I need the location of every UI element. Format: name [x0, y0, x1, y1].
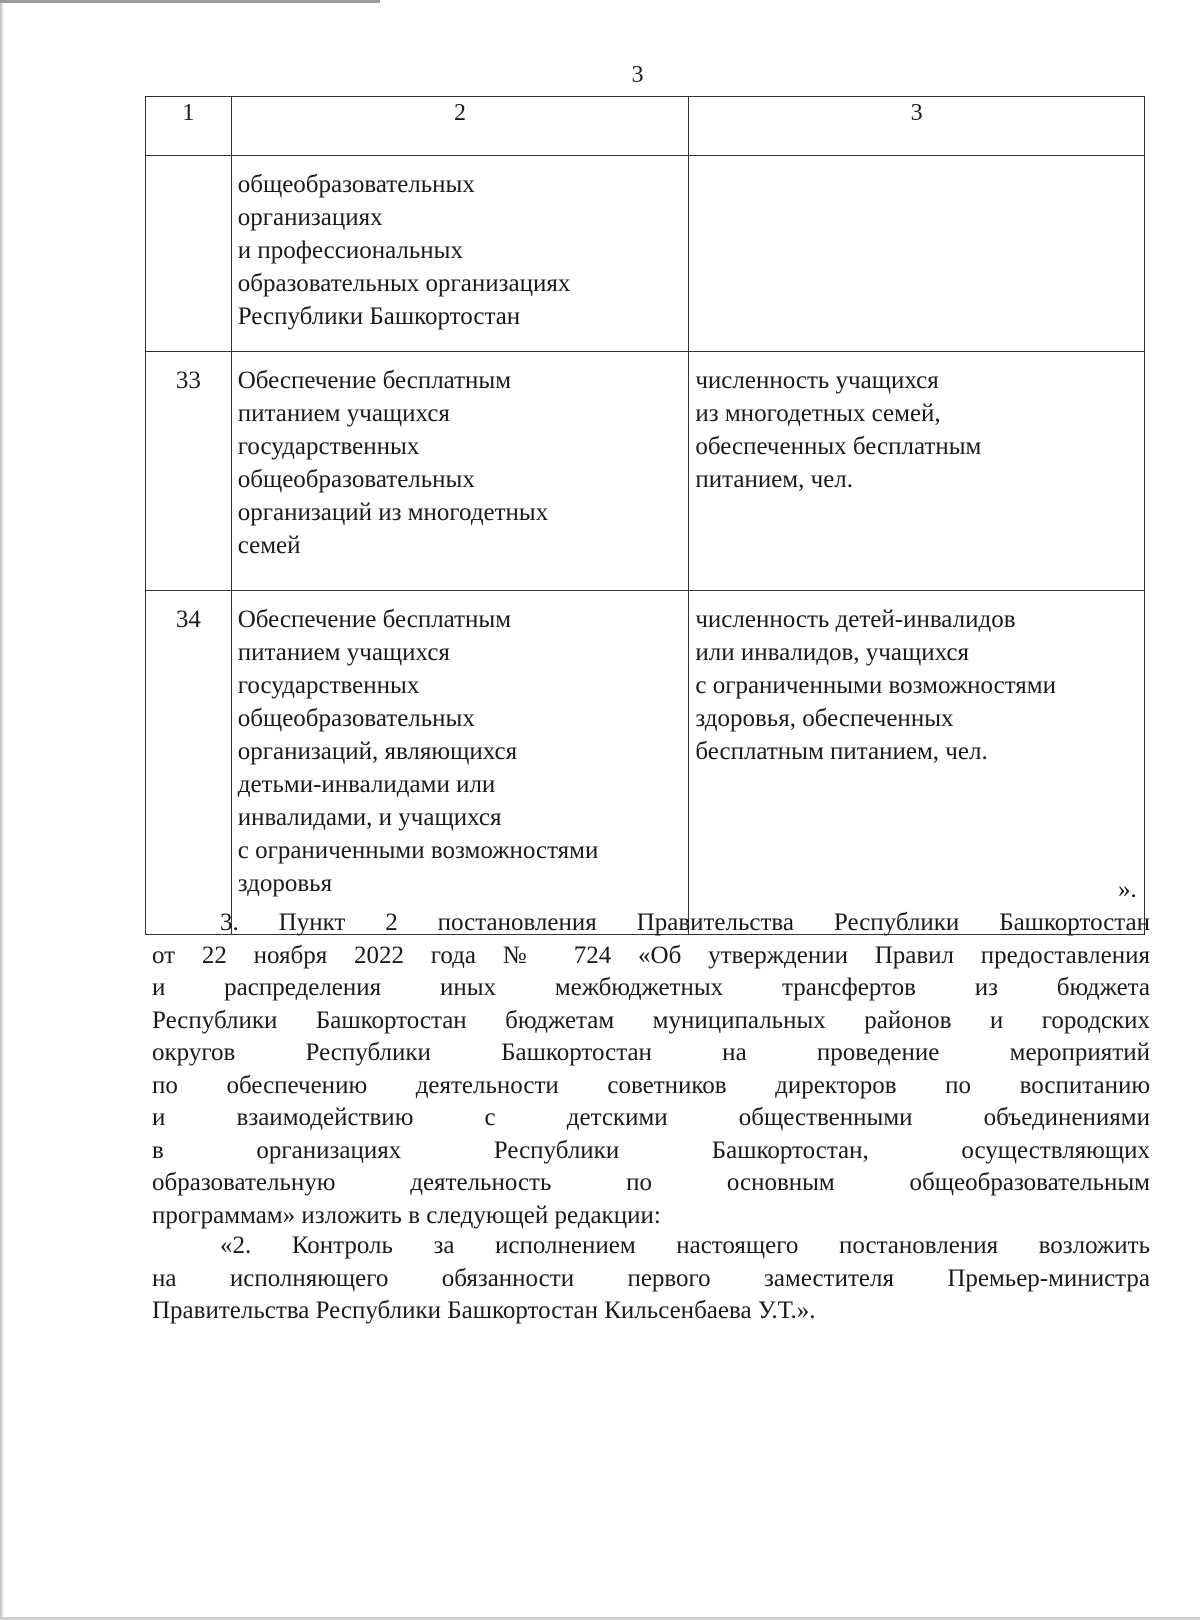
paragraph-control-clause	[152, 1230, 1150, 1328]
text-line: обеспеченных бесплатным	[695, 433, 982, 460]
row-indicator	[689, 352, 1145, 591]
text-line: бесплатным питанием, чел.	[695, 738, 988, 765]
text-line: инвалидами, и учащихся	[237, 804, 502, 831]
text-line: организаций, являющихся	[237, 738, 518, 765]
text-line: численность учащихся	[695, 367, 939, 394]
document-table	[145, 96, 1145, 935]
scan-edge-left	[0, 0, 4, 1620]
text-line: питанием учащихся	[237, 400, 450, 427]
text-line: в организациях Республики Башкортостан, осуществляющих	[152, 1136, 1150, 1164]
text-line: на исполняющего обязанности первого заместителя Премьер-министра	[152, 1264, 1150, 1292]
row-description	[231, 156, 689, 352]
text-line: здоровья	[237, 870, 333, 897]
text-line: и взаимодействию с детскими общественными объединениями	[152, 1104, 1150, 1131]
text-line: образовательную деятельность по основным общеобразовательным	[152, 1169, 1150, 1196]
text-line: семей	[237, 532, 301, 559]
page-number: 3	[631, 62, 644, 88]
paragraph-item-3	[152, 907, 1150, 1232]
text-line: и распределения иных межбюджетных трансфертов из бюджета	[152, 974, 1150, 1001]
text-line: государственных	[237, 672, 420, 699]
text-line: Республики Башкортостан	[237, 303, 521, 330]
text-line: 3. Пункт 2 постановления Правительства Республики Башкортостан	[220, 909, 1150, 936]
text-line: государственных	[237, 433, 420, 460]
table-row	[146, 352, 1145, 591]
text-line: общеобразовательных	[237, 705, 475, 732]
text-line: Правительства Республики Башкортостан Кильсенбаева У.Т.».	[152, 1297, 816, 1324]
scan-edge-top	[0, 0, 380, 3]
text-line: Обеспечение бесплатным	[237, 606, 512, 633]
closing-quote: ».	[1118, 876, 1137, 903]
text-line: организаций из многодетных	[237, 499, 549, 526]
row-number	[146, 156, 232, 352]
text-line: организациях	[237, 204, 383, 231]
row-indicator	[689, 591, 1145, 935]
table-header-cell: 3	[689, 97, 1145, 156]
text-line: детьми-инвалидами или	[237, 771, 496, 798]
table-row	[146, 156, 1145, 352]
row-number: 33	[146, 352, 232, 591]
row-description	[231, 352, 689, 591]
text-line: из многодетных семей,	[695, 400, 941, 427]
text-line: с ограниченными возможностями	[237, 837, 599, 864]
text-line: общеобразовательных	[237, 171, 475, 198]
text-line: или инвалидов, учащихся	[695, 639, 969, 666]
table-row	[146, 591, 1145, 935]
table-header-cell: 1	[146, 97, 232, 156]
text-line: от 22 ноября 2022 года № 724 «Об утверждении Правил предоставления	[152, 941, 1150, 969]
text-line: с ограниченными возможностями	[695, 672, 1057, 699]
table-header-cell: 2	[231, 97, 689, 156]
text-line: программам» изложить в следующей редакции:	[152, 1201, 661, 1229]
row-number: 34	[146, 591, 232, 935]
row-indicator	[689, 156, 1145, 352]
text-line: общеобразовательных	[237, 466, 475, 493]
row-description	[231, 591, 689, 935]
text-line: Республики Башкортостан бюджетам муниципальных районов и городских	[152, 1006, 1150, 1034]
text-line: по обеспечению деятельности советников директоров по воспитанию	[152, 1071, 1150, 1099]
text-line: здоровья, обеспеченных	[695, 705, 954, 732]
text-line: и профессиональных	[237, 237, 463, 264]
text-line: округов Республики Башкортостан на проведение мероприятий	[152, 1039, 1150, 1066]
text-line: питанием, чел.	[695, 466, 854, 493]
table-header-row	[146, 97, 1145, 156]
text-line: образовательных организациях	[237, 270, 571, 297]
text-line: питанием учащихся	[237, 639, 450, 666]
text-line: Обеспечение бесплатным	[237, 367, 512, 394]
text-line: «2. Контроль за исполнением настоящего постановления возложить	[220, 1232, 1150, 1259]
text-line: численность детей-инвалидов	[695, 606, 1016, 633]
